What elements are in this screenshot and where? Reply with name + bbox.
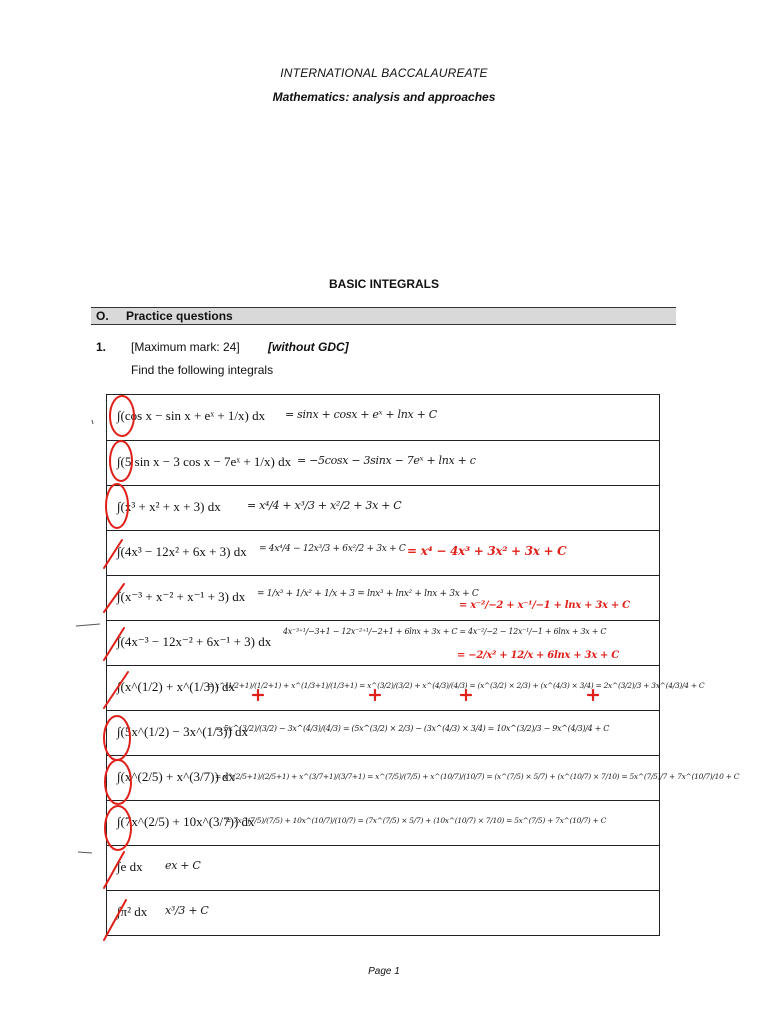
plus-mark <box>461 690 471 700</box>
question-gdc-note: [without GDC] <box>268 340 349 354</box>
correct-circle-mark <box>104 716 130 760</box>
check-slash-mark <box>104 584 124 612</box>
correct-circle-mark <box>105 760 131 804</box>
section-number: O. <box>96 309 109 323</box>
question-marks: [Maximum mark: 24] <box>131 340 240 354</box>
course-title: Mathematics: analysis and approaches <box>272 90 496 104</box>
section-label: Practice questions <box>126 309 233 323</box>
handwritten-answer: = 4x⁴/4 − 12x³/3 + 6x²/2 + 3x + C <box>259 544 406 554</box>
handwritten-answer: x³/3 + C <box>165 904 209 917</box>
integral-expression: ∫(5 sin x − 3 cos x − 7eˣ + 1/x) dx <box>117 454 292 469</box>
integral-expression: ∫(4x⁻³ − 12x⁻² + 6x⁻¹ + 3) dx <box>117 634 272 649</box>
check-slash-mark <box>104 900 126 940</box>
document-title: BASIC INTEGRALS <box>328 277 439 291</box>
handwritten-answer: 4x⁻³⁺¹/−3+1 − 12x⁻²⁺¹/−2+1 + 6lnx + 3x + C = 4x⁻²/−2 − 12x⁻¹/−1 + 6lnx + 3x + C <box>283 627 607 636</box>
check-slash-mark <box>104 672 128 708</box>
integral-expression: ∫π² dx <box>117 904 148 919</box>
plus-mark <box>253 690 263 700</box>
handwritten-answer: = 7x^(7/5)/(7/5) + 10x^(10/7)/(10/7) = (7x^(7/5) × 5/7) + (10x^(10/7) × 7/10) = 5x^(7/5) + 7x^(10/7) + C <box>225 816 607 825</box>
plus-mark <box>370 690 380 700</box>
handwritten-answer: = 1/x³ + 1/x² + 1/x + 3 = lnx³ + lnx² + lnx + 3x + C <box>257 589 479 599</box>
page-number: Page 1 <box>368 966 400 977</box>
question-number: 1. <box>96 340 107 354</box>
correct-circle-mark <box>110 441 132 481</box>
check-slash-mark <box>104 628 124 660</box>
check-slash-mark <box>104 540 122 568</box>
pencil-mark <box>92 420 93 424</box>
correct-circle-mark <box>106 484 128 528</box>
handwritten-answer: = 5x^(3/2)/(3/2) − 3x^(4/3)/(4/3) = (5x^(3/2) × 2/3) − (3x^(4/3) × 3/4) = 10x^(3/2)/3 − 9x^(4/3)/4 + C <box>215 724 610 733</box>
handwritten-answer: = −5cosx − 3sinx − 7eˣ + lnx + c <box>297 454 476 467</box>
integral-expression: ∫e dx <box>117 859 143 874</box>
handwritten-correction: = x⁻²/−2 + x⁻¹/−1 + lnx + 3x + C <box>459 600 630 611</box>
handwritten-answer: = sinx + cosx + eˣ + lnx + C <box>285 408 437 421</box>
pencil-mark <box>76 624 100 626</box>
question-instruction: Find the following integrals <box>131 363 274 377</box>
handwritten-correction: = −2/x² + 12/x + 6lnx + 3x + C <box>457 650 619 661</box>
correct-circle-mark <box>110 396 134 436</box>
integral-expression: ∫(7x^(2/5) + 10x^(3/7)) dx <box>117 814 255 829</box>
handwritten-answer: = x^(2/5+1)/(2/5+1) + x^(3/7+1)/(3/7+1) = x^(7/5)/(7/5) + x^(10/7)/(10/7) = (x^(7/5) × 5/7) + (x^(10/7) × 7/10) = 5x^(7/5)/7 + 7x^(10/7)/10 + C <box>215 772 740 781</box>
handwritten-answer: ex + C <box>165 859 201 872</box>
check-slash-mark <box>104 852 124 888</box>
handwritten-correction: = x⁴ − 4x³ + 3x² + 3x + C <box>407 544 567 558</box>
integral-expression: ∫(x⁻³ + x⁻² + x⁻¹ + 3) dx <box>117 589 246 604</box>
integral-expression: ∫(cos x − sin x + eˣ + 1/x) dx <box>117 408 266 423</box>
integral-expression: ∫(x^(2/5) + x^(3/7)) dx <box>117 769 236 784</box>
integral-expression: ∫(x³ + x² + x + 3) dx <box>117 499 221 514</box>
integral-expression: ∫(4x³ − 12x² + 6x + 3) dx <box>117 544 247 559</box>
header-line-1: INTERNATIONAL BACCALAUREATE <box>280 66 488 80</box>
integral-expression: ∫(x^(1/2) + x^(1/3)) dx <box>117 679 236 694</box>
integral-expression: ∫(5x^(1/2) − 3x^(1/3)) dx <box>117 724 249 739</box>
handwritten-answer: = x^(1/2+1)/(1/2+1) + x^(1/3+1)/(1/3+1) = x^(3/2)/(3/2) + x^(4/3)/(4/3) = (x^(3/2) × 2/3) + (x^(4/3) × 3/4) = 2x^(3/2)/3 + 3x^(4/3)/4 + C <box>207 681 705 690</box>
plus-mark <box>588 690 598 700</box>
correct-circle-mark <box>105 806 131 850</box>
handwritten-answer: = x⁴/4 + x³/3 + x²/2 + 3x + C <box>247 499 402 512</box>
pencil-mark <box>78 852 92 853</box>
